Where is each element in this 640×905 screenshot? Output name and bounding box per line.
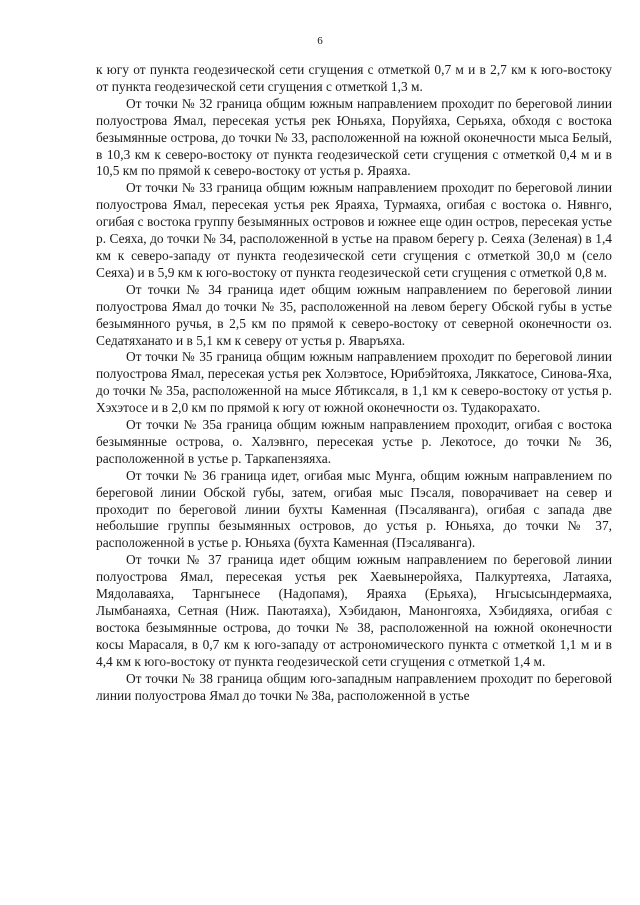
paragraph-point-34: От точки № 34 граница идет общим южным направлением по береговой линии полуострова Ямал до точки № 35, расположенной на левом берегу Обской губы в устье безымянного ручья, в 2,5 км по прямой к северо-востоку от северной оконечности оз. Седатяханато и в 5,1 км к северу от устья р. Яваръяха. xyxy=(96,281,612,348)
paragraph-point-36: От точки № 36 граница идет, огибая мыс Мунга, общим южным направлением по береговой линии Обской губы, затем, огибая мыс Пэсаля, поворачивает на север и проходит по береговой линии бухты Каменная (Пэсаляванга), огибая с запада две небольшие группы безымянных островов, до устья р. Юньяха, до точки № 37, расположенной в устье р. Юньяха (бухта Каменная (Пэсаляванга). xyxy=(96,467,612,551)
paragraph-point-35: От точки № 35 граница общим южным направлением проходит по береговой линии полуострова Ямал, пересекая устья рек Холэвтосе, Юрибэйтояха, Ляккатосе, Синова-Яха, до точки № 35а, расположенной на мысе Ябтиксаля, в 1,1 км к северо-востоку от устья р. Хэхэтосе и в 2,0 км по прямой к югу от южной оконечности оз. Тудакорахато. xyxy=(96,349,612,416)
paragraph-point-33: От точки № 33 граница общим южным направлением проходит по береговой линии полуострова Ямал, пересекая устья рек Яраяха, Турмаяха, огибая с востока о. Нявнгo, огибая с востока группу безымянных островов и южнее еще один остров, пересекая устье р. Сеяха, до точки № 34, расположенной в устье на правом берегу р. Сеяха (Зеленая) в 1,4 км к северо-западу от пункта геодезической сети сгущения с отметкой 30,0 м (село Сеяха) и в 5,9 км к юго-востоку от пункта геодезической сети сгущения с отметкой 0,8 м. xyxy=(96,180,612,280)
paragraph-point-32: От точки № 32 граница общим южным направлением проходит по береговой линии полуострова Ямал, пересекая устья рек Юньяха, Поруйяха, Серьяха, обходя с востока безымянные острова, до точки № 33, расположенной на южной оконечности мыса Белый, в 10,3 км к северо-востоку от пункта геодезической сети сгущения с отметкой 0,4 м и в 10,5 км по прямой к северо-востоку от устья р. Яраяха. xyxy=(96,95,612,179)
paragraph-point-35a: От точки № 35а граница общим южным направлением проходит, огибая с востока безымянные острова, о. Халэвнго, пересекая устье р. Лекотосе, до точки № 36, расположенной в устье р. Таркапензяяха. xyxy=(96,417,612,466)
document-body xyxy=(96,62,612,704)
paragraph-point-37: От точки № 37 граница идет общим южным направлением по береговой линии полуострова Ямал, пересекая устья рек Хаевынеройяха, Палкуртеяха, Латаяха, Мядолаваяха, Тарнгынесе (Надопамя), Яраяха (Ерьяха), Нгысысындермаяха, Лымбанаяха, Сетная (Ниж. Паютаяха), Хэбидаюн, Манонгояха, Хэбидяяха, огибая с востока безымянные острова, до точки № 38, расположенной на южной оконечности косы Марасаля, в 0,7 км к юго-западу от астрономического пункта с отметкой 1,1 м и в 4,4 км к юго-востоку от пункта геодезической сети сгущения с отметкой 1,4 м. xyxy=(96,552,612,669)
paragraph-continuation: к югу от пункта геодезической сети сгущения с отметкой 0,7 м и в 2,7 км к юго-востоку от пункта геодезической сети сгущения с отметкой 1,3 м. xyxy=(96,62,612,94)
page-number: 6 xyxy=(317,35,323,47)
paragraph-point-38: От точки № 38 граница общим юго-западным направлением проходит по береговой линии полуострова Ямал до точки № 38а, расположенной в устье xyxy=(96,670,612,703)
